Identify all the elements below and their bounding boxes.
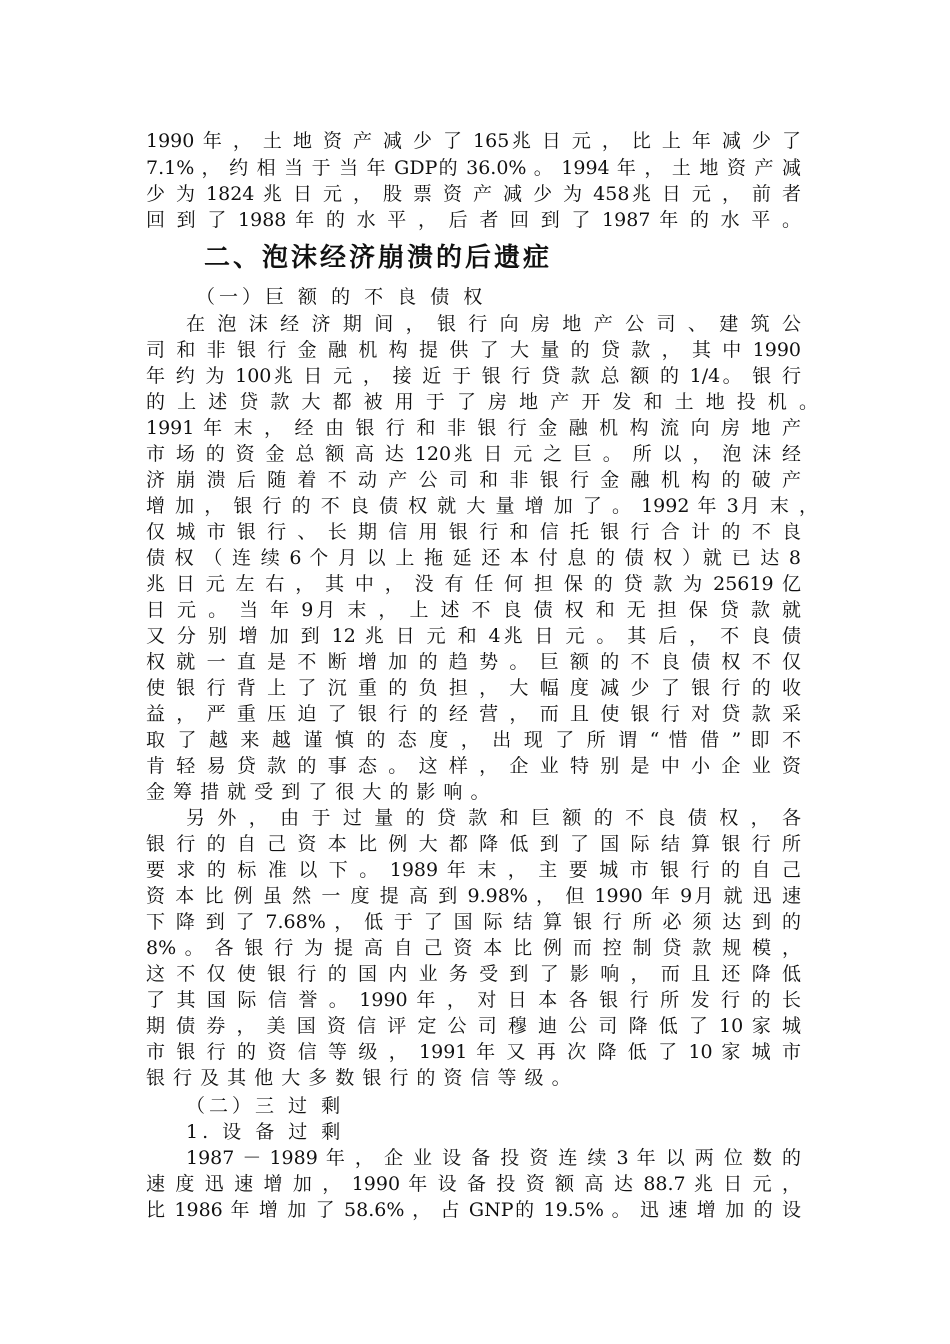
paragraph-line: 年 约 为 100兆 日 元 ， 接 近 于 银 行 贷 款 总 额 的 1/4。 银 行	[146, 365, 801, 387]
paragraph-line: 市 场 的 资 金 总 额 高 达 120兆 日 元 之 巨 。 所 以 ， 泡 沫 经	[146, 443, 801, 465]
paragraph-line: 速 度 迅 速 增 加 ， 1990 年 设 备 投 资 额 高 达 88.7 兆 日 元 ，	[146, 1173, 801, 1195]
paragraph-line: 另 外 ， 由 于 过 量 的 贷 款 和 巨 额 的 不 良 债 权 ， 各	[186, 807, 801, 829]
paragraph-line: 8% 。 各 银 行 为 提 高 自 己 资 本 比 例 而 控 制 贷 款 规 模 ，	[146, 937, 801, 959]
paragraph-line: 在 泡 沫 经 济 期 间 ， 银 行 向 房 地 产 公 司 、 建 筑 公	[186, 313, 801, 335]
subsection-title: （一）巨 额 的 不 良 债 权	[196, 286, 487, 308]
paragraph-line: 银 行 及 其 他 大 多 数 银 行 的 资 信 等 级 。	[146, 1067, 572, 1089]
paragraph-line: 使 银 行 背 上 了 沉 重 的 负 担 ， 大 幅 度 减 少 了 银 行 的 收	[146, 677, 801, 699]
paragraph-line: 济 崩 溃 后 随 着 不 动 产 公 司 和 非 银 行 金 融 机 构 的 破 产	[146, 469, 801, 491]
paragraph-line: 增 加 ， 银 行 的 不 良 债 权 就 大 量 增 加 了 。 1992 年 3月 末 ，	[146, 495, 818, 517]
item-title: 1. 设 备 过 剩	[186, 1121, 345, 1143]
paragraph-line: 日 元 。 当 年 9月 末 ， 上 述 不 良 债 权 和 无 担 保 贷 款 就	[146, 599, 801, 621]
paragraph-line: 又 分 别 增 加 到 12 兆 日 元 和 4兆 日 元 。 其 后 ， 不 良 债	[146, 625, 801, 647]
paragraph-line: 的 上 述 贷 款 大 都 被 用 于 了 房 地 产 开 发 和 土 地 投 机 。	[146, 391, 818, 413]
paragraph-line: 1987 － 1989 年 ， 企 业 设 备 投 资 连 续 3 年 以 两 位 数 的	[186, 1147, 801, 1169]
paragraph-line: 要 求 的 标 准 以 下 。 1989 年 末 ， 主 要 城 市 银 行 的 自 己	[146, 859, 801, 881]
paragraph-line: 仅 城 市 银 行 、 长 期 信 用 银 行 和 信 托 银 行 合 计 的 不 良	[146, 521, 801, 543]
paragraph-line: 期 债 券 ， 美 国 资 信 评 定 公 司 穆 迪 公 司 降 低 了 10 家 城	[146, 1015, 801, 1037]
intro-line: 少 为 1824 兆 日 元 ， 股 票 资 产 减 少 为 458兆 日 元 ， 前 者	[146, 183, 801, 205]
paragraph-line: 金 筹 措 就 受 到 了 很 大 的 影 响 。	[146, 781, 491, 803]
subsection-title: （二）三 过 剩	[186, 1095, 345, 1117]
paragraph-line: 市 银 行 的 资 信 等 级 ， 1991 年 又 再 次 降 低 了 10 家 城 市	[146, 1041, 801, 1063]
paragraph-line: 下 降 到 了 7.68% ， 低 于 了 国 际 结 算 银 行 所 必 须 达 到 的	[146, 911, 801, 933]
section-heading: 二、泡沫经济崩溃的后遗症	[204, 243, 553, 273]
paragraph-line: 司 和 非 银 行 金 融 机 构 提 供 了 大 量 的 贷 款 ， 其 中 1990	[146, 339, 801, 361]
paragraph-line: 兆 日 元 左 右 ， 其 中 ， 没 有 任 何 担 保 的 贷 款 为 25619 亿	[146, 573, 801, 595]
intro-line: 7.1% ， 约 相 当 于 当 年 GDP的 36.0% 。 1994 年 ， 土 地 资 产 减	[146, 157, 801, 179]
paragraph-line: 取 了 越 来 越 谨 慎 的 态 度 ， 出 现 了 所 谓 “ 惜 借 ” 即 不	[146, 729, 801, 751]
paragraph-line: 肯 轻 易 贷 款 的 事 态 。 这 样 ， 企 业 特 别 是 中 小 企 业 资	[146, 755, 801, 777]
paragraph-line: 了 其 国 际 信 誉 。 1990 年 ， 对 日 本 各 银 行 所 发 行 的 长	[146, 989, 801, 1011]
paragraph-line: 益 ， 严 重 压 迫 了 银 行 的 经 营 ， 而 且 使 银 行 对 贷 款 采	[146, 703, 801, 725]
paragraph-line: 这 不 仅 使 银 行 的 国 内 业 务 受 到 了 影 响 ， 而 且 还 降 低	[146, 963, 801, 985]
paragraph-line: 比 1986 年 增 加 了 58.6% ， 占 GNP的 19.5% 。 迅 速 增 加 的 设	[146, 1199, 801, 1221]
paragraph-line: 银 行 的 自 己 资 本 比 例 大 都 降 低 到 了 国 际 结 算 银 行 所	[146, 833, 801, 855]
intro-line: 回 到 了 1988 年 的 水 平 ， 后 者 回 到 了 1987 年 的 水 平 。	[146, 209, 801, 231]
paragraph-line: 债 权 （ 连 续 6 个 月 以 上 拖 延 还 本 付 息 的 债 权 ）就 已 达 8	[146, 547, 801, 569]
intro-line: 1990 年 ， 土 地 资 产 减 少 了 165兆 日 元 ， 比 上 年 减 少 了	[146, 130, 801, 152]
paragraph-line: 权 就 一 直 是 不 断 增 加 的 趋 势 。 巨 额 的 不 良 债 权 不 仅	[146, 651, 801, 673]
paragraph-line: 资 本 比 例 虽 然 一 度 提 高 到 9.98% ， 但 1990 年 9月 就 迅 速	[146, 885, 801, 907]
paragraph-line: 1991 年 末 ， 经 由 银 行 和 非 银 行 金 融 机 构 流 向 房 地 产	[146, 417, 801, 439]
